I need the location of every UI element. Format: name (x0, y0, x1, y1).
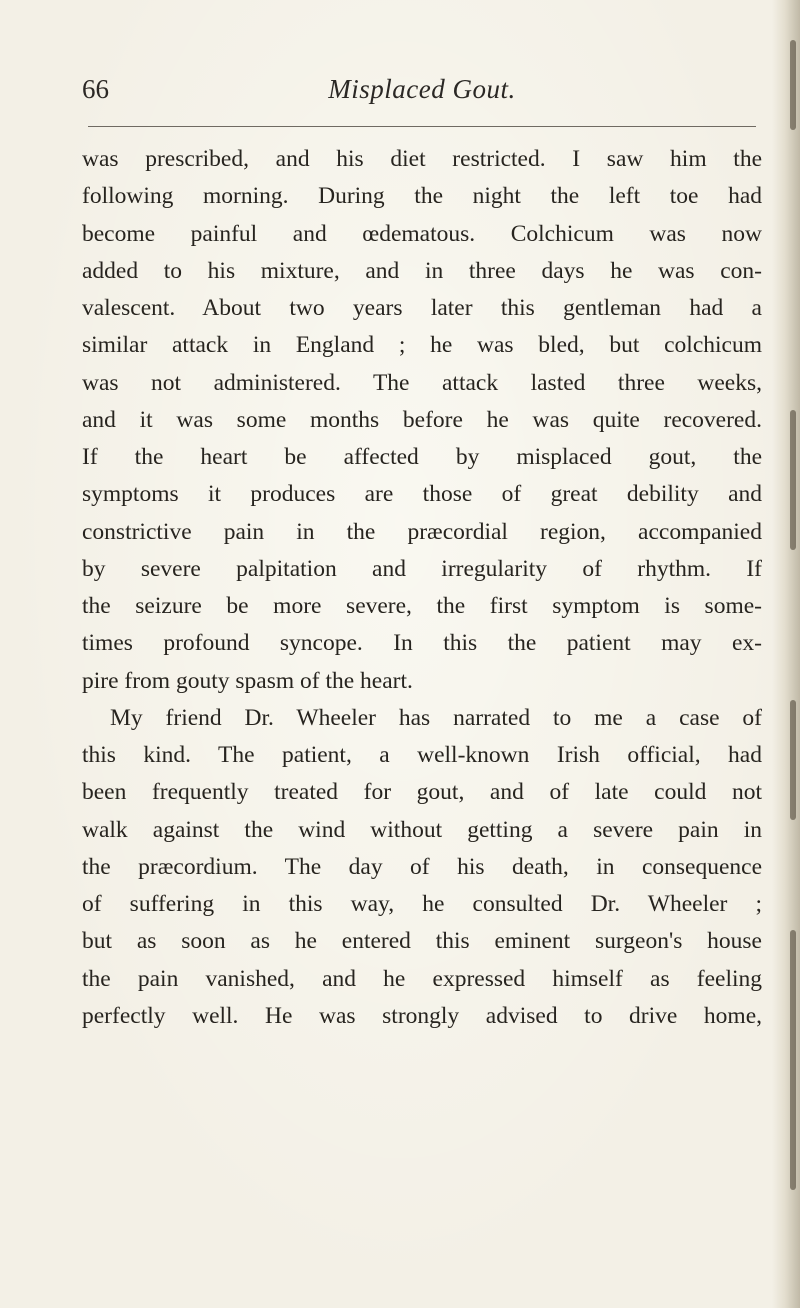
text-line: valescent. About two years later this gentleman had a (82, 295, 762, 321)
text-line: by severe palpitation and irregularity of rhythm. If (82, 555, 762, 582)
text-line: constrictive pain in the præcordial region, accompanied (82, 518, 762, 545)
text-line: symptoms it produces are those of great debility and (82, 481, 762, 508)
text-line: added to his mixture, and in three days he was con- (82, 257, 762, 284)
page-edge-shadow (772, 0, 800, 1308)
text-line: walk against the wind without getting a severe pain in (82, 816, 762, 843)
text-line: If the heart be affected by misplaced gout, the (82, 444, 762, 470)
text-line: this kind. The patient, a well-known Irish official, had (82, 742, 762, 768)
text-line: become painful and œdematous. Colchicum was now (82, 220, 762, 247)
text-line: times profound syncope. In this the patient may ex- (82, 630, 762, 657)
text-line: been frequently treated for gout, and of late could not (82, 779, 762, 806)
text-line: but as soon as he entered this eminent surgeon's house (82, 928, 762, 955)
text-line: was prescribed, and his diet restricted. I saw him the (82, 146, 762, 172)
text-line: perfectly well. He was strongly advised to drive home, (82, 1002, 762, 1029)
text-line: the seizure be more severe, the first symptom is some- (82, 593, 762, 619)
header-rule (88, 126, 756, 127)
text-line: was not administered. The attack lasted three weeks, (82, 369, 762, 396)
text-line: the pain vanished, and he expressed himself as feeling (82, 965, 762, 992)
text-line: similar attack in England ; he was bled, but colchicum (82, 332, 762, 359)
page-number: 66 (82, 74, 109, 104)
edge-speckle (790, 40, 796, 130)
text-line: of suffering in this way, he consulted Dr. Wheeler ; (82, 891, 762, 917)
running-head (82, 72, 762, 112)
edge-speckle (790, 410, 796, 550)
text-line: My friend Dr. Wheeler has narrated to me a case of (110, 704, 762, 731)
edge-speckle (790, 930, 796, 1190)
text-line: the præcordium. The day of his death, in consequence (82, 853, 762, 880)
text-line: following morning. During the night the left toe had (82, 183, 762, 210)
text-line: pire from gouty spasm of the heart. (82, 667, 413, 694)
edge-speckle (790, 700, 796, 820)
running-title: Misplaced Gout. (328, 74, 516, 104)
text-line: and it was some months before he was quite recovered. (82, 406, 762, 433)
body-text (82, 141, 762, 1035)
